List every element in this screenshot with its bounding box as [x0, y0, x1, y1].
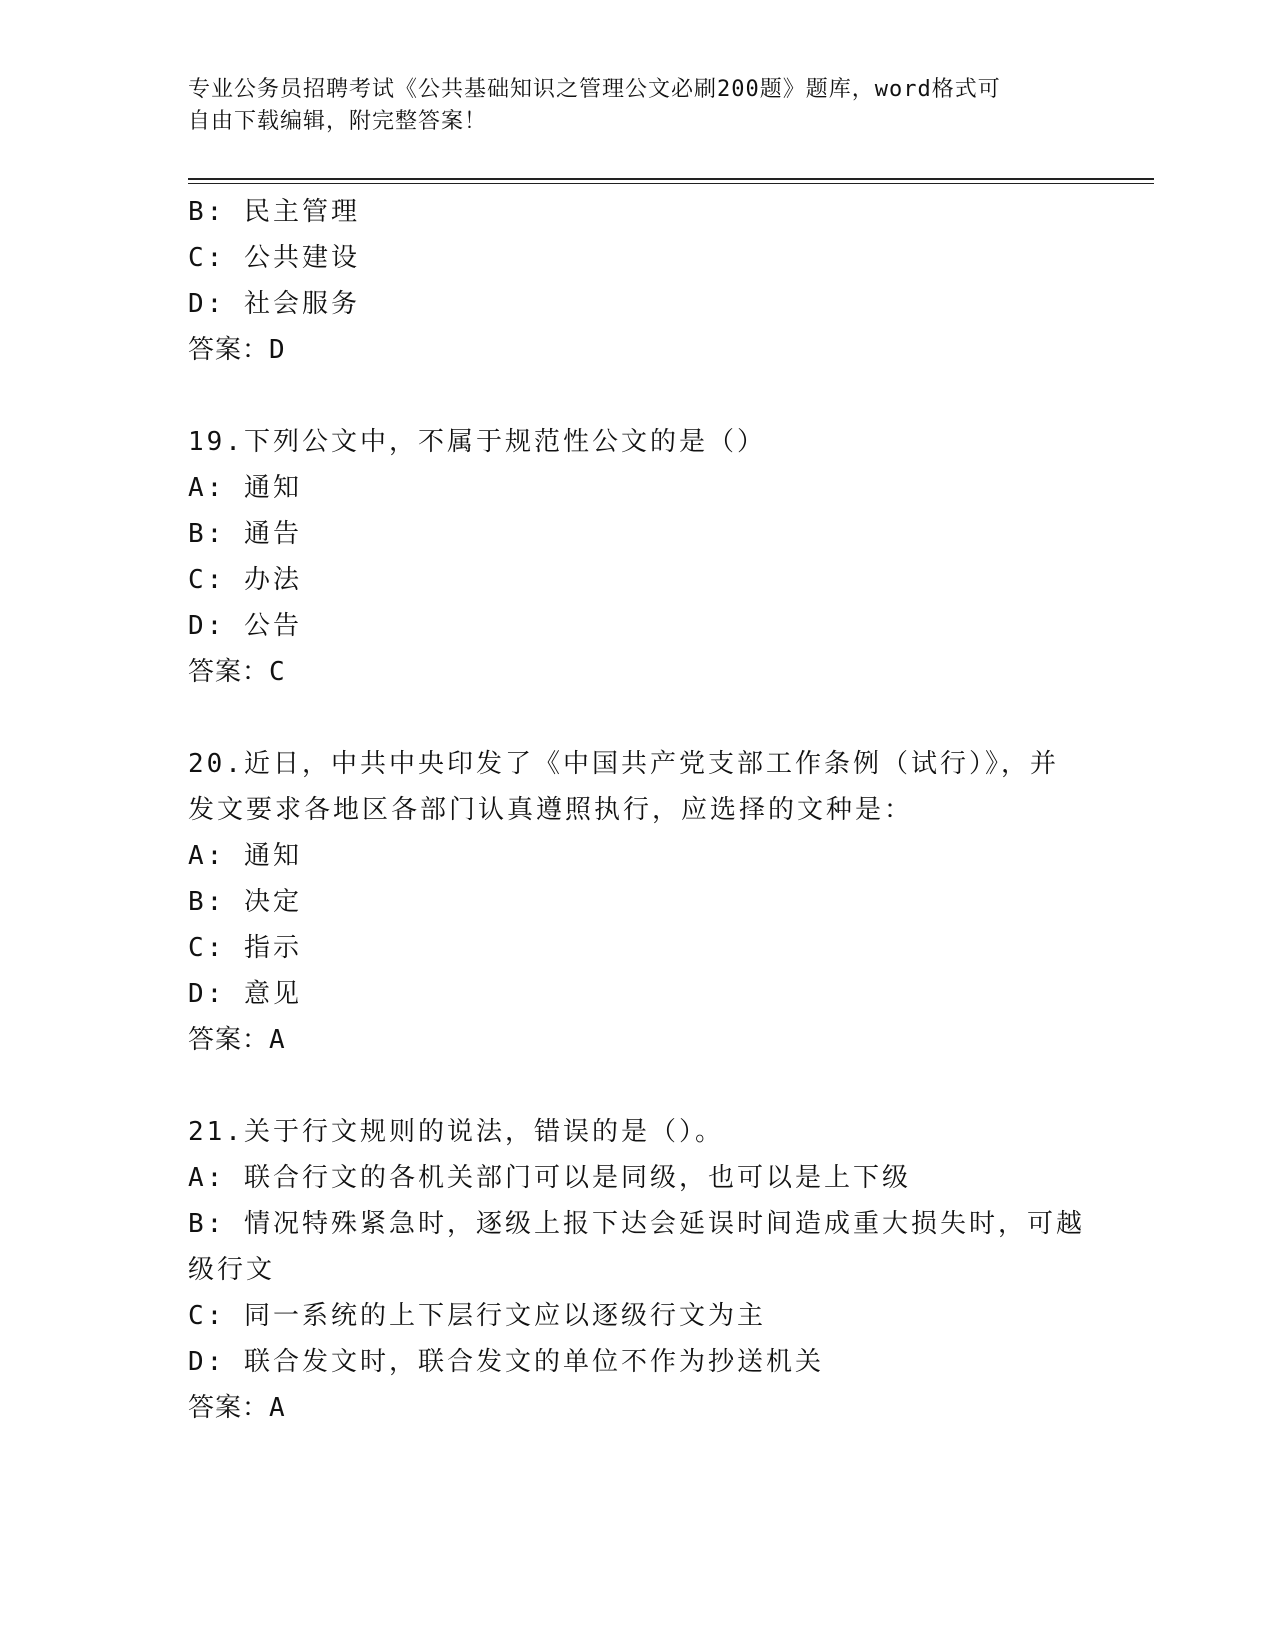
option-a: A: 联合行文的各机关部门可以是同级，也可以是上下级 [188, 1163, 911, 1193]
option-d: D: 公告 [188, 611, 302, 641]
question-stem: 19.下列公文中，不属于规范性公文的是（） [188, 427, 766, 457]
option-c: C: 办法 [188, 565, 302, 595]
answer-line: 答案：C [188, 657, 286, 687]
header-line: 专业公务员招聘考试《公共基础知识之管理公文必刷200题》题库，word格式可 [188, 77, 1001, 102]
question-stem: 发文要求各地区各部门认真遵照执行，应选择的文种是： [188, 795, 914, 825]
header-rule [188, 183, 1154, 184]
option-d: D: 社会服务 [188, 289, 360, 319]
answer-line: 答案：A [188, 1025, 286, 1055]
question-list [188, 189, 1088, 1431]
option-b-continued: 级行文 [188, 1255, 276, 1285]
spacer [188, 1063, 1088, 1109]
question-block [188, 741, 1088, 1063]
question-block [188, 1109, 1088, 1431]
option-c: C: 公共建设 [188, 243, 360, 273]
option-b: B: 决定 [188, 887, 302, 917]
header-rule [188, 178, 1154, 180]
spacer [188, 373, 1088, 419]
option-d: D: 意见 [188, 979, 302, 1009]
option-c: C: 指示 [188, 933, 302, 963]
question-block [188, 419, 1088, 695]
option-a: A: 通知 [188, 841, 302, 871]
header-line: 自由下载编辑，附完整答案！ [188, 109, 488, 134]
option-b: B: 通告 [188, 519, 302, 549]
answer-line: 答案：A [188, 1393, 286, 1423]
question-block [188, 189, 1088, 373]
option-c: C: 同一系统的上下层行文应以逐级行文为主 [188, 1301, 766, 1331]
question-stem: 20.近日，中共中央印发了《中国共产党支部工作条例（试行）》，并 [188, 749, 1059, 779]
option-b: B: 情况特殊紧急时，逐级上报下达会延误时间造成重大损失时，可越 [188, 1209, 1085, 1239]
question-stem: 21.关于行文规则的说法，错误的是（）。 [188, 1117, 724, 1147]
option-b: B: 民主管理 [188, 197, 360, 227]
document-header [188, 74, 1068, 138]
option-d: D: 联合发文时，联合发文的单位不作为抄送机关 [188, 1347, 824, 1377]
spacer [188, 695, 1088, 741]
answer-line: 答案：D [188, 335, 286, 365]
option-a: A: 通知 [188, 473, 302, 503]
